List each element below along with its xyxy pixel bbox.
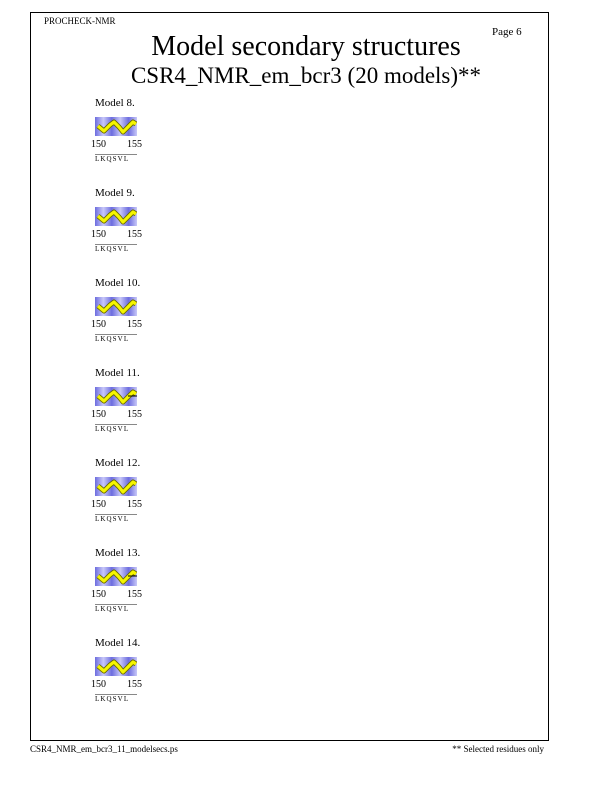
model-label: Model 12.: [95, 457, 141, 469]
secondary-structure-strip: [95, 567, 137, 586]
model-label: Model 8.: [95, 97, 135, 109]
residue-sequence: LKQSVL: [95, 695, 130, 703]
residue-sequence: LKQSVL: [95, 155, 130, 163]
secondary-structure-strip: [95, 477, 137, 496]
model-label: Model 13.: [95, 547, 141, 559]
model-block: [91, 187, 215, 267]
residue-end-number: 155: [127, 409, 142, 420]
model-label: Model 9.: [95, 187, 135, 199]
residue-end-number: 155: [127, 499, 142, 510]
residue-sequence: LKQSVL: [95, 605, 130, 613]
residue-start-number: 150: [91, 679, 106, 690]
model-block: [91, 367, 215, 447]
residue-start-number: 150: [91, 229, 106, 240]
secondary-structure-strip: [95, 387, 137, 406]
residue-end-number: 155: [127, 319, 142, 330]
page-number: Page 6: [492, 26, 522, 38]
page-title: Model secondary structures: [151, 31, 461, 62]
residue-end-number: 155: [127, 589, 142, 600]
residue-start-number: 150: [91, 409, 106, 420]
model-block: [91, 97, 215, 177]
page-subtitle: CSR4_NMR_em_bcr3 (20 models)**: [130, 63, 482, 88]
residue-end-number: 155: [127, 139, 142, 150]
residue-start-number: 150: [91, 499, 106, 510]
residue-start-number: 150: [91, 589, 106, 600]
residue-end-number: 155: [127, 229, 142, 240]
model-block: [91, 547, 215, 627]
residue-start-number: 150: [91, 319, 106, 330]
secondary-structure-strip: [95, 117, 137, 136]
secondary-structure-strip: [95, 207, 137, 226]
secondary-structure-strip: [95, 297, 137, 316]
model-label: Model 10.: [95, 277, 141, 289]
residue-start-number: 150: [91, 139, 106, 150]
model-block: [91, 637, 215, 717]
model-block: [91, 457, 215, 537]
residue-sequence: LKQSVL: [95, 425, 130, 433]
residue-sequence: LKQSVL: [95, 515, 130, 523]
program-name: PROCHECK-NMR: [44, 16, 116, 26]
footer-note: ** Selected residues only: [452, 744, 544, 754]
residue-end-number: 155: [127, 679, 142, 690]
footer-filename: CSR4_NMR_em_bcr3_11_modelsecs.ps: [30, 744, 178, 754]
residue-sequence: LKQSVL: [95, 245, 130, 253]
model-block: [91, 277, 215, 357]
secondary-structure-strip: [95, 657, 137, 676]
residue-sequence: LKQSVL: [95, 335, 130, 343]
model-label: Model 11.: [95, 367, 140, 379]
model-label: Model 14.: [95, 637, 141, 649]
